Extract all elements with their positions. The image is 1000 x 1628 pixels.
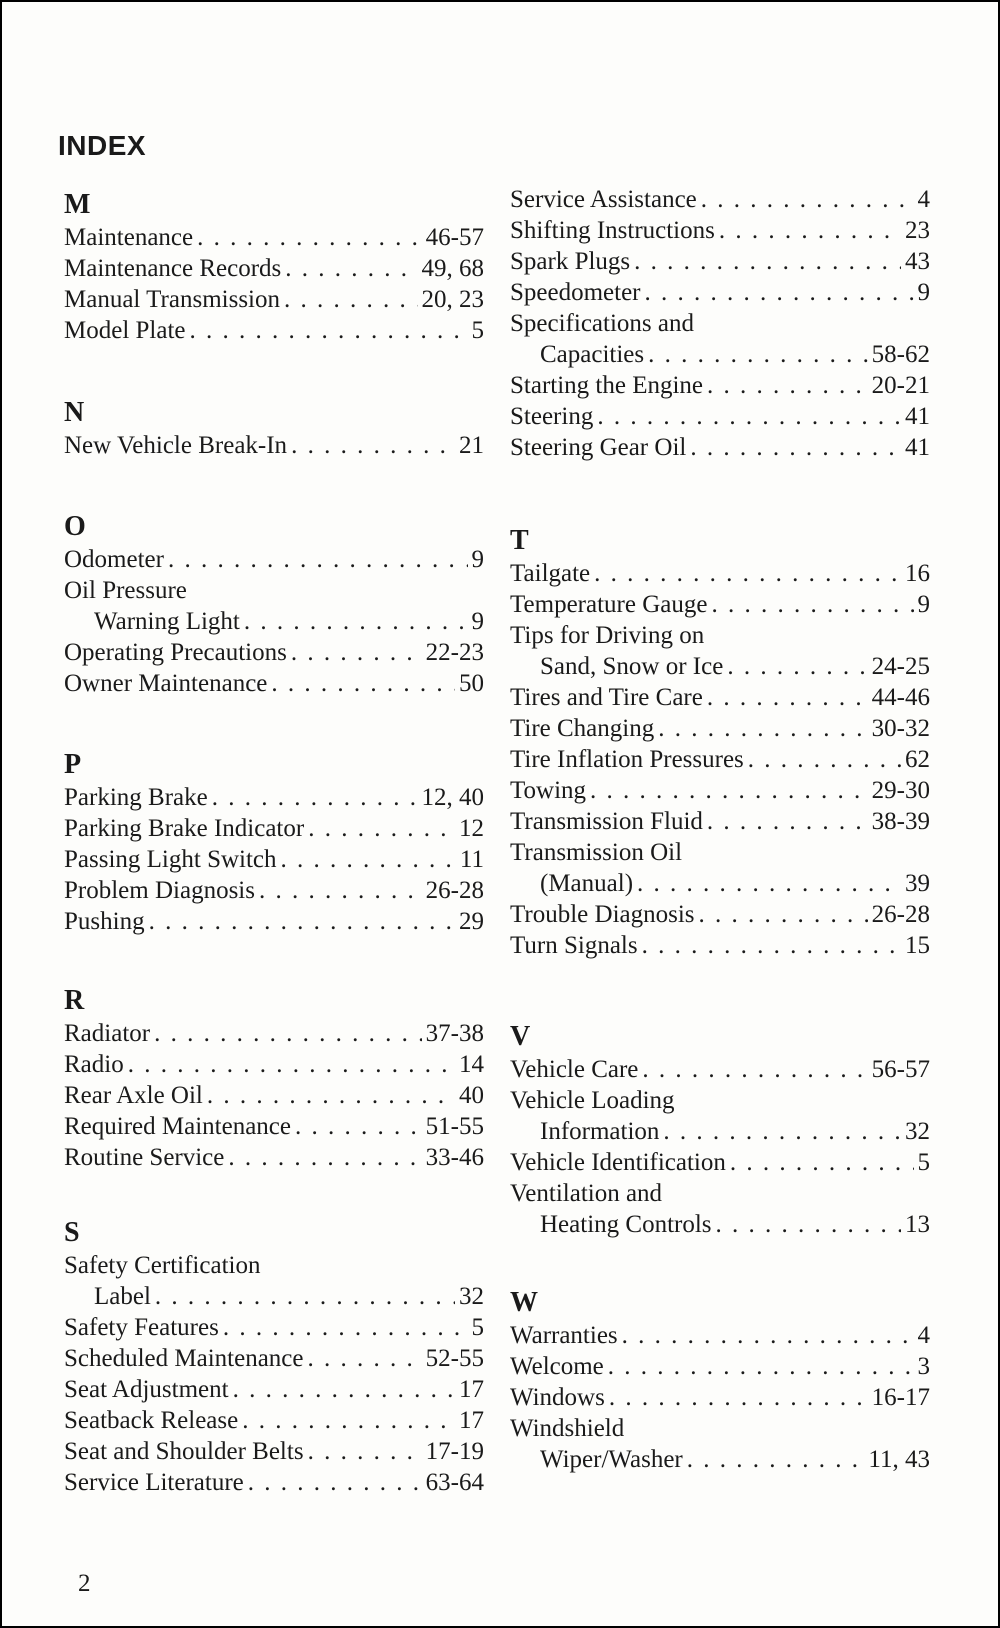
dot-leader bbox=[622, 1320, 914, 1351]
entry-name: Routine Service bbox=[64, 1144, 225, 1171]
entry-name: Required Maintenance bbox=[64, 1113, 291, 1140]
index-entry bbox=[510, 308, 930, 339]
entry-pages: 29 bbox=[459, 908, 484, 935]
index-entry bbox=[64, 637, 484, 668]
entry-pages: 49, 68 bbox=[421, 255, 484, 282]
entry-name: Tires and Tire Care bbox=[510, 684, 703, 711]
entry-name: Service Literature bbox=[64, 1469, 244, 1496]
entry-pages: 30-32 bbox=[871, 715, 930, 742]
dot-leader bbox=[590, 775, 868, 806]
dot-leader bbox=[699, 899, 868, 930]
entry-name: Wiper/Washer bbox=[540, 1446, 683, 1473]
entry-name: Shifting Instructions bbox=[510, 217, 715, 244]
dot-leader bbox=[197, 222, 422, 253]
dot-leader bbox=[281, 844, 456, 875]
entry-pages: 9 bbox=[917, 279, 930, 306]
dot-leader bbox=[730, 1147, 914, 1178]
entry-pages: 17 bbox=[459, 1376, 484, 1403]
entry-pages: 40 bbox=[459, 1082, 484, 1109]
index-entry bbox=[64, 606, 484, 637]
entry-pages: 29-30 bbox=[871, 777, 930, 804]
entry-name: Windows bbox=[510, 1384, 605, 1411]
entry-pages: 21 bbox=[459, 432, 484, 459]
index-entry bbox=[510, 1209, 930, 1240]
dot-leader bbox=[291, 430, 455, 461]
entry-pages: 11 bbox=[459, 846, 484, 873]
entry-pages: 41 bbox=[905, 403, 930, 430]
entry-name: Steering bbox=[510, 403, 594, 430]
dot-leader bbox=[190, 315, 468, 346]
index-entry bbox=[64, 575, 484, 606]
index-entry bbox=[510, 1320, 930, 1351]
index-entry bbox=[64, 782, 484, 813]
entry-name: Manual Transmission bbox=[64, 286, 281, 313]
entry-pages: 58-62 bbox=[871, 341, 930, 368]
entry-pages: 12 bbox=[459, 815, 484, 842]
entry-name: Parking Brake Indicator bbox=[64, 815, 305, 842]
entry-pages: 3 bbox=[917, 1353, 930, 1380]
index-entry bbox=[510, 246, 930, 277]
entry-pages: 14 bbox=[459, 1051, 484, 1078]
index-entry bbox=[510, 1178, 930, 1209]
entry-pages: 41 bbox=[905, 434, 930, 461]
dot-leader bbox=[248, 1467, 422, 1498]
entry-pages: 20, 23 bbox=[421, 286, 484, 313]
entry-name: Capacities bbox=[540, 341, 645, 368]
entry-name: Turn Signals bbox=[510, 932, 638, 959]
index-entry bbox=[64, 1018, 484, 1049]
entry-pages: 11, 43 bbox=[868, 1446, 930, 1473]
entry-name: Transmission Oil bbox=[510, 839, 683, 866]
index-entry bbox=[510, 215, 930, 246]
dot-leader bbox=[711, 589, 913, 620]
entry-name: Problem Diagnosis bbox=[64, 877, 255, 904]
entry-pages: 17 bbox=[459, 1407, 484, 1434]
page-title: INDEX bbox=[58, 130, 147, 161]
entry-pages: 32 bbox=[905, 1118, 930, 1145]
index-entry bbox=[510, 1085, 930, 1116]
entry-pages: 23 bbox=[905, 217, 930, 244]
dot-leader bbox=[259, 875, 422, 906]
entry-pages: 17-19 bbox=[425, 1438, 484, 1465]
entry-pages: 46-57 bbox=[425, 224, 484, 251]
index-entry bbox=[510, 589, 930, 620]
entry-name: Information bbox=[540, 1118, 660, 1145]
entry-name: Pushing bbox=[64, 908, 145, 935]
entry-name: Operating Precautions bbox=[64, 639, 287, 666]
index-entry bbox=[64, 1436, 484, 1467]
index-entry bbox=[510, 868, 930, 899]
entry-pages: 5 bbox=[471, 1314, 484, 1341]
entry-pages: 4 bbox=[917, 186, 930, 213]
dot-leader bbox=[608, 1351, 914, 1382]
entry-pages: 63-64 bbox=[425, 1469, 484, 1496]
index-section-o bbox=[64, 510, 484, 699]
index-entry bbox=[64, 875, 484, 906]
dot-leader bbox=[637, 868, 901, 899]
index-entry bbox=[64, 1374, 484, 1405]
section-letter: S bbox=[64, 1217, 80, 1248]
dot-leader bbox=[271, 668, 455, 699]
entry-pages: 24-25 bbox=[871, 653, 930, 680]
entry-name: Odometer bbox=[64, 546, 164, 573]
entry-name: Radiator bbox=[64, 1020, 151, 1047]
entry-name: Seat and Shoulder Belts bbox=[64, 1438, 304, 1465]
dot-leader bbox=[748, 744, 901, 775]
dot-leader bbox=[207, 1080, 455, 1111]
dot-leader bbox=[291, 637, 422, 668]
dot-leader bbox=[149, 906, 455, 937]
entry-name: Model Plate bbox=[64, 317, 186, 344]
entry-name: Warranties bbox=[510, 1322, 618, 1349]
index-entry bbox=[510, 899, 930, 930]
dot-leader bbox=[707, 682, 868, 713]
dot-leader bbox=[707, 370, 868, 401]
index-entry bbox=[64, 1343, 484, 1374]
dot-leader bbox=[716, 1209, 901, 1240]
entry-name: New Vehicle Break-In bbox=[64, 432, 288, 459]
index-entry bbox=[510, 370, 930, 401]
index-entry bbox=[64, 1467, 484, 1498]
entry-name: Spark Plugs bbox=[510, 248, 631, 275]
index-entry bbox=[510, 837, 930, 868]
section-letter: O bbox=[64, 511, 86, 542]
entry-pages: 43 bbox=[905, 248, 930, 275]
entry-name: Tailgate bbox=[510, 560, 591, 587]
section-letter: R bbox=[64, 985, 85, 1016]
index-section-t bbox=[510, 524, 930, 961]
entry-pages: 20-21 bbox=[871, 372, 930, 399]
index-entry bbox=[510, 744, 930, 775]
index-entry bbox=[510, 682, 930, 713]
entry-name: Trouble Diagnosis bbox=[510, 901, 695, 928]
dot-leader bbox=[244, 606, 468, 637]
entry-pages: 51-55 bbox=[425, 1113, 484, 1140]
entry-pages: 44-46 bbox=[871, 684, 930, 711]
index-entry bbox=[64, 1080, 484, 1111]
entry-name: Owner Maintenance bbox=[64, 670, 268, 697]
entry-name: Maintenance Records bbox=[64, 255, 282, 282]
index-entry bbox=[510, 620, 930, 651]
entry-pages: 37-38 bbox=[425, 1020, 484, 1047]
entry-name: (Manual) bbox=[540, 870, 634, 897]
index-entry bbox=[64, 1281, 484, 1312]
entry-name: Seat Adjustment bbox=[64, 1376, 229, 1403]
dot-leader bbox=[233, 1374, 455, 1405]
dot-leader bbox=[154, 1018, 422, 1049]
index-entry bbox=[64, 284, 484, 315]
section-letter: W bbox=[510, 1287, 538, 1318]
entry-name: Tips for Driving on bbox=[510, 622, 705, 649]
entry-pages: 5 bbox=[917, 1149, 930, 1176]
dot-leader bbox=[609, 1382, 868, 1413]
entry-pages: 22-23 bbox=[425, 639, 484, 666]
index-entry bbox=[510, 1054, 930, 1085]
index-entry bbox=[510, 432, 930, 463]
entry-name: Service Assistance bbox=[510, 186, 697, 213]
index-entry bbox=[64, 253, 484, 284]
entry-name: Heating Controls bbox=[540, 1211, 712, 1238]
index-entry bbox=[510, 1351, 930, 1382]
dot-leader bbox=[690, 432, 901, 463]
dot-leader bbox=[645, 277, 914, 308]
section-letter: M bbox=[64, 189, 91, 220]
index-entry bbox=[64, 813, 484, 844]
entry-name: Parking Brake bbox=[64, 784, 208, 811]
entry-pages: 26-28 bbox=[425, 877, 484, 904]
entry-pages: 62 bbox=[905, 746, 930, 773]
entry-pages: 38-39 bbox=[871, 808, 930, 835]
index-entry bbox=[64, 544, 484, 575]
entry-pages: 13 bbox=[905, 1211, 930, 1238]
index-section-n bbox=[64, 396, 484, 461]
dot-leader bbox=[727, 651, 867, 682]
entry-pages: 16 bbox=[905, 560, 930, 587]
entry-pages: 32 bbox=[459, 1283, 484, 1310]
dot-leader bbox=[308, 1436, 422, 1467]
index-section-continued bbox=[510, 184, 930, 463]
entry-name: Safety Features bbox=[64, 1314, 219, 1341]
dot-leader bbox=[687, 1444, 865, 1475]
index-entry bbox=[64, 1142, 484, 1173]
entry-name: Rear Axle Oil bbox=[64, 1082, 203, 1109]
dot-leader bbox=[701, 184, 914, 215]
index-entry bbox=[510, 1147, 930, 1178]
index-entry bbox=[64, 1405, 484, 1436]
index-entry bbox=[64, 315, 484, 346]
index-entry bbox=[64, 430, 484, 461]
entry-name: Transmission Fluid bbox=[510, 808, 703, 835]
dot-leader bbox=[634, 246, 901, 277]
entry-pages: 4 bbox=[917, 1322, 930, 1349]
index-entry bbox=[510, 184, 930, 215]
section-letter: V bbox=[510, 1021, 531, 1052]
index-entry bbox=[510, 775, 930, 806]
entry-name: Vehicle Care bbox=[510, 1056, 639, 1083]
entry-name: Passing Light Switch bbox=[64, 846, 277, 873]
index-entry bbox=[510, 401, 930, 432]
index-entry bbox=[64, 222, 484, 253]
entry-pages: 9 bbox=[471, 546, 484, 573]
entry-name: Welcome bbox=[510, 1353, 604, 1380]
entry-name: Tire Inflation Pressures bbox=[510, 746, 744, 773]
entry-name: Scheduled Maintenance bbox=[64, 1345, 304, 1372]
dot-leader bbox=[663, 1116, 901, 1147]
entry-name: Ventilation and bbox=[510, 1180, 663, 1207]
index-entry bbox=[510, 713, 930, 744]
dot-leader bbox=[308, 813, 455, 844]
entry-name: Temperature Gauge bbox=[510, 591, 708, 618]
index-entry bbox=[64, 1111, 484, 1142]
dot-leader bbox=[594, 558, 901, 589]
index-entry bbox=[510, 1116, 930, 1147]
entry-pages: 52-55 bbox=[425, 1345, 484, 1372]
entry-name: Warning Light bbox=[94, 608, 240, 635]
index-entry bbox=[64, 1250, 484, 1281]
entry-name: Steering Gear Oil bbox=[510, 434, 687, 461]
entry-name: Starting the Engine bbox=[510, 372, 704, 399]
entry-name: Vehicle Identification bbox=[510, 1149, 726, 1176]
entry-name: Maintenance bbox=[64, 224, 194, 251]
index-section-m bbox=[64, 188, 484, 346]
entry-name: Tire Changing bbox=[510, 715, 655, 742]
entry-name: Specifications and bbox=[510, 310, 694, 337]
dot-leader bbox=[642, 1054, 867, 1085]
dot-leader bbox=[223, 1312, 468, 1343]
entry-pages: 15 bbox=[905, 932, 930, 959]
index-section-v bbox=[510, 1020, 930, 1240]
dot-leader bbox=[128, 1049, 455, 1080]
page-number: 2 bbox=[78, 1570, 91, 1597]
section-letter: N bbox=[64, 397, 85, 428]
entry-pages: 56-57 bbox=[871, 1056, 930, 1083]
entry-name: Speedometer bbox=[510, 279, 641, 306]
index-entry bbox=[510, 930, 930, 961]
index-entry bbox=[510, 1382, 930, 1413]
entry-pages: 26-28 bbox=[871, 901, 930, 928]
index-entry bbox=[510, 1444, 930, 1475]
dot-leader bbox=[212, 782, 418, 813]
entry-pages: 5 bbox=[471, 317, 484, 344]
index-entry bbox=[510, 339, 930, 370]
entry-pages: 33-46 bbox=[425, 1144, 484, 1171]
dot-leader bbox=[658, 713, 867, 744]
entry-pages: 12, 40 bbox=[421, 784, 484, 811]
index-section-w bbox=[510, 1286, 930, 1475]
entry-name: Sand, Snow or Ice bbox=[540, 653, 724, 680]
index-entry bbox=[510, 806, 930, 837]
section-letter: P bbox=[64, 749, 82, 780]
index-entry bbox=[64, 906, 484, 937]
index-entry bbox=[510, 277, 930, 308]
dot-leader bbox=[295, 1111, 422, 1142]
dot-leader bbox=[597, 401, 901, 432]
entry-pages: 16-17 bbox=[871, 1384, 930, 1411]
dot-leader bbox=[242, 1405, 455, 1436]
index-section-s bbox=[64, 1216, 484, 1498]
entry-pages: 39 bbox=[905, 870, 930, 897]
entry-name: Towing bbox=[510, 777, 587, 804]
entry-pages: 9 bbox=[917, 591, 930, 618]
index-section-r bbox=[64, 984, 484, 1173]
section-letter: T bbox=[510, 525, 529, 556]
entry-name: Windshield bbox=[510, 1415, 625, 1442]
dot-leader bbox=[155, 1281, 455, 1312]
index-entry bbox=[510, 558, 930, 589]
dot-leader bbox=[308, 1343, 422, 1374]
dot-leader bbox=[719, 215, 901, 246]
dot-leader bbox=[168, 544, 468, 575]
entry-name: Safety Certification bbox=[64, 1252, 261, 1279]
entry-name: Seatback Release bbox=[64, 1407, 239, 1434]
index-section-p bbox=[64, 748, 484, 937]
entry-pages: 9 bbox=[471, 608, 484, 635]
dot-leader bbox=[284, 284, 417, 315]
entry-name: Vehicle Loading bbox=[510, 1087, 675, 1114]
index-entry bbox=[64, 668, 484, 699]
dot-leader bbox=[228, 1142, 421, 1173]
entry-pages: 50 bbox=[459, 670, 484, 697]
index-entry bbox=[64, 1049, 484, 1080]
dot-leader bbox=[642, 930, 901, 961]
dot-leader bbox=[285, 253, 417, 284]
index-entry bbox=[64, 844, 484, 875]
index-entry bbox=[64, 1312, 484, 1343]
index-entry bbox=[510, 651, 930, 682]
dot-leader bbox=[648, 339, 868, 370]
entry-name: Oil Pressure bbox=[64, 577, 187, 604]
entry-name: Radio bbox=[64, 1051, 124, 1078]
dot-leader bbox=[707, 806, 868, 837]
index-entry bbox=[510, 1413, 930, 1444]
entry-name: Label bbox=[94, 1283, 151, 1310]
